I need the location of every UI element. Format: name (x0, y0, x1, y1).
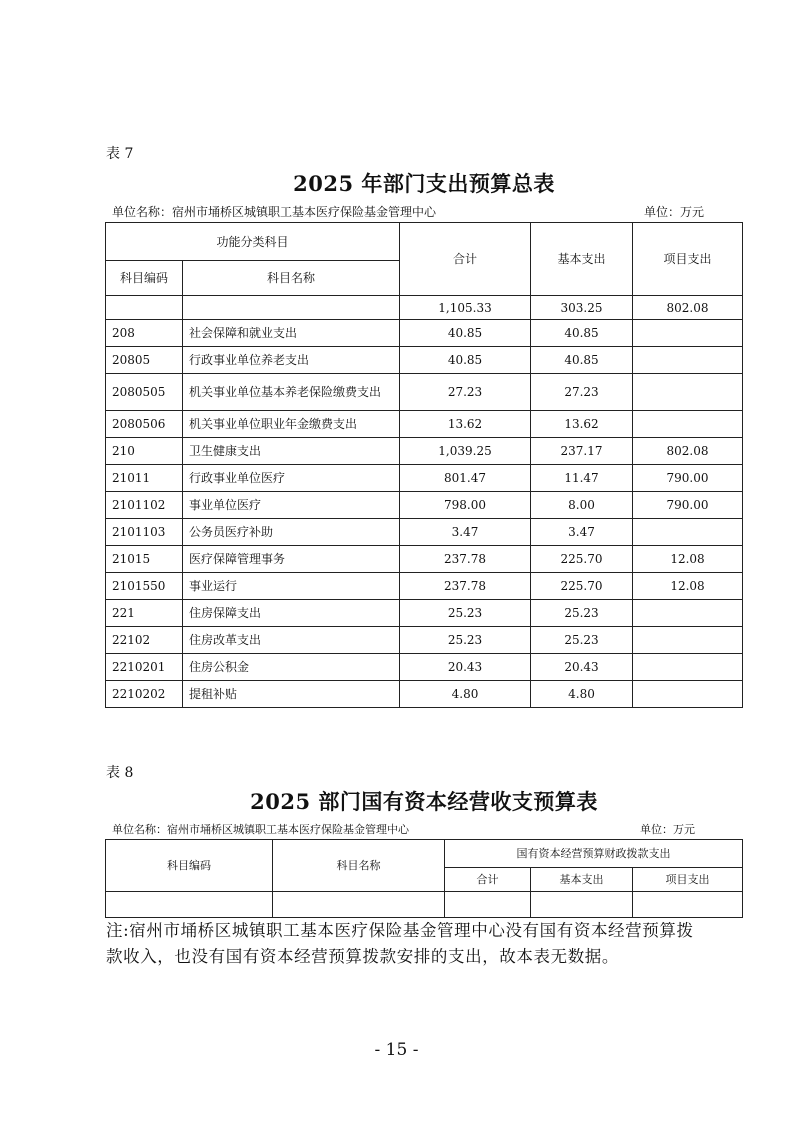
basic-cell: 25.23 (531, 600, 633, 627)
project-cell: 802.08 (633, 296, 743, 320)
total-cell: 25.23 (400, 600, 531, 627)
total-cell: 798.00 (400, 492, 531, 519)
basic-cell: 20.43 (531, 654, 633, 681)
project-cell: 802.08 (633, 438, 743, 465)
project-cell: 12.08 (633, 546, 743, 573)
project-cell (633, 519, 743, 546)
header-project: 项目支出 (633, 223, 743, 296)
subject-code-cell: 210 (106, 438, 183, 465)
subject-name-cell: 社会保障和就业支出 (183, 320, 400, 347)
basic-cell: 27.23 (531, 374, 633, 411)
basic-cell: 40.85 (531, 320, 633, 347)
table-row (106, 296, 743, 320)
basic-cell: 3.47 (531, 519, 633, 546)
total-cell: 25.23 (400, 627, 531, 654)
table-row (106, 519, 743, 546)
header-total: 合计 (400, 223, 531, 296)
project-cell (633, 411, 743, 438)
table8-title: 2025 部门国有资本经营收支预算表 (250, 789, 598, 814)
table-row (106, 600, 743, 627)
subject-name-cell: 医疗保障管理事务 (183, 546, 400, 573)
t8-cell (106, 892, 273, 918)
subject-code-cell: 2080505 (106, 374, 183, 411)
subject-code-cell: 2101102 (106, 492, 183, 519)
subject-code-cell: 22102 (106, 627, 183, 654)
subject-code-cell: 2101550 (106, 573, 183, 600)
basic-cell: 303.25 (531, 296, 633, 320)
table8-unit-name: 单位名称：宿州市埇桥区城镇职工基本医疗保险基金管理中心 (112, 823, 409, 836)
table-row (106, 438, 743, 465)
total-cell: 40.85 (400, 347, 531, 374)
table-row (106, 465, 743, 492)
header-code: 科目编码 (106, 261, 183, 296)
total-cell: 1,105.33 (400, 296, 531, 320)
basic-cell: 11.47 (531, 465, 633, 492)
header-basic: 基本支出 (531, 223, 633, 296)
subject-name-cell: 卫生健康支出 (183, 438, 400, 465)
table-row (106, 573, 743, 600)
project-cell (633, 347, 743, 374)
basic-cell: 225.70 (531, 546, 633, 573)
basic-cell: 25.23 (531, 627, 633, 654)
t8-header-code: 科目编码 (106, 840, 273, 892)
project-cell: 790.00 (633, 492, 743, 519)
table8-unit: 单位：万元 (640, 823, 695, 836)
subject-code-cell: 221 (106, 600, 183, 627)
subject-name-cell: 机关事业单位职业年金缴费支出 (183, 411, 400, 438)
basic-cell: 13.62 (531, 411, 633, 438)
project-cell (633, 600, 743, 627)
basic-cell: 8.00 (531, 492, 633, 519)
table-row (106, 492, 743, 519)
table7-unit-name: 单位名称：宿州市埇桥区城镇职工基本医疗保险基金管理中心 (112, 205, 437, 219)
header-name: 科目名称 (183, 261, 400, 296)
budget-expenditure-table (105, 222, 743, 708)
subject-name-cell: 住房改革支出 (183, 627, 400, 654)
subject-name-cell (183, 296, 400, 320)
basic-cell: 237.17 (531, 438, 633, 465)
t8-cell (445, 892, 531, 918)
total-cell: 237.78 (400, 546, 531, 573)
subject-name-cell: 提租补贴 (183, 681, 400, 708)
subject-name-cell: 事业单位医疗 (183, 492, 400, 519)
total-cell: 237.78 (400, 573, 531, 600)
subject-code-cell: 21011 (106, 465, 183, 492)
subject-name-cell: 公务员医疗补助 (183, 519, 400, 546)
total-cell: 3.47 (400, 519, 531, 546)
table7-unit: 单位：万元 (644, 205, 705, 219)
subject-name-cell: 机关事业单位基本养老保险缴费支出 (183, 374, 400, 411)
project-cell (633, 627, 743, 654)
t8-cell (633, 892, 743, 918)
basic-cell: 4.80 (531, 681, 633, 708)
project-cell: 12.08 (633, 573, 743, 600)
t8-empty-row (106, 892, 743, 918)
subject-name-cell: 住房保障支出 (183, 600, 400, 627)
basic-cell: 40.85 (531, 347, 633, 374)
subject-name-cell: 行政事业单位医疗 (183, 465, 400, 492)
basic-cell: 225.70 (531, 573, 633, 600)
total-cell: 13.62 (400, 411, 531, 438)
page-number: - 15 - (374, 1040, 419, 1060)
t8-header-basic: 基本支出 (531, 868, 633, 892)
subject-code-cell: 2101103 (106, 519, 183, 546)
project-cell (633, 681, 743, 708)
table-row (106, 546, 743, 573)
table8-label: 表 8 (106, 765, 134, 781)
table8-note: 注:宿州市埇桥区城镇职工基本医疗保险基金管理中心没有国有资本经营预算拨款收入，也没有国有资本经营预算拨款安排的支出，故本表无数据。 (106, 921, 694, 966)
table-row (106, 654, 743, 681)
t8-header-total: 合计 (445, 868, 531, 892)
subject-code-cell: 208 (106, 320, 183, 347)
table-row (106, 347, 743, 374)
subject-code-cell: 2210201 (106, 654, 183, 681)
project-cell: 790.00 (633, 465, 743, 492)
table-row (106, 681, 743, 708)
table7-label: 表 7 (106, 146, 134, 162)
total-cell: 40.85 (400, 320, 531, 347)
table-row (106, 374, 743, 411)
subject-code-cell (106, 296, 183, 320)
project-cell (633, 320, 743, 347)
total-cell: 20.43 (400, 654, 531, 681)
header-function-category: 功能分类科目 (106, 223, 400, 261)
t8-cell (273, 892, 445, 918)
total-cell: 1,039.25 (400, 438, 531, 465)
total-cell: 27.23 (400, 374, 531, 411)
total-cell: 4.80 (400, 681, 531, 708)
project-cell (633, 654, 743, 681)
subject-name-cell: 行政事业单位养老支出 (183, 347, 400, 374)
table-row (106, 320, 743, 347)
subject-name-cell: 住房公积金 (183, 654, 400, 681)
state-capital-budget-table (105, 839, 743, 918)
t8-header-project: 项目支出 (633, 868, 743, 892)
total-cell: 801.47 (400, 465, 531, 492)
table7-title: 2025 年部门支出预算总表 (293, 171, 555, 196)
table-row (106, 627, 743, 654)
subject-code-cell: 21015 (106, 546, 183, 573)
subject-code-cell: 20805 (106, 347, 183, 374)
project-cell (633, 374, 743, 411)
t8-header-group: 国有资本经营预算财政拨款支出 (445, 840, 743, 868)
t8-header-name: 科目名称 (273, 840, 445, 892)
table-row (106, 411, 743, 438)
subject-name-cell: 事业运行 (183, 573, 400, 600)
subject-code-cell: 2080506 (106, 411, 183, 438)
t8-cell (531, 892, 633, 918)
subject-code-cell: 2210202 (106, 681, 183, 708)
